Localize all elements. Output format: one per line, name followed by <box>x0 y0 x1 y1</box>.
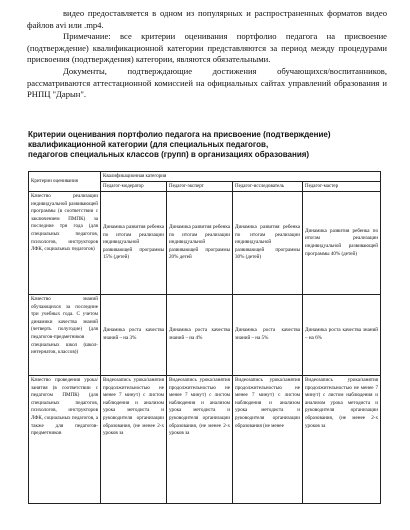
table-cell: Динамика развития ребенка по итогам реализации индивидуальной развивающей программы 30% (детей) <box>233 192 303 295</box>
column-header-researcher: Педагог-исследователь <box>233 182 303 192</box>
column-header-master: Педагог-мастер <box>303 182 381 192</box>
table-cell: Видеозапись урока/занятия продолжительностью не менее 7 минут) с листом наблюдения и анализом урока методиста и руководителя организации образования, (не менее 2-х уроков за <box>303 376 381 504</box>
intro-text <box>27 8 387 101</box>
table-cell: Видеозапись урока/занятия продолжительностью не менее 7 минут) с листом наблюдения и анализом урока методиста и руководителя организации образования, (не менее 2-х уроков за <box>101 376 167 504</box>
criteria-column-header: Критерии оценивания <box>29 172 101 192</box>
table-row <box>29 192 381 295</box>
table-cell: Динамика роста качества знаний – на 3% <box>101 295 167 376</box>
criterion-cell: Качество знаний обучающихся за последние три учебных года. С учетом динамики качества знаний (четверть полугодие) (для педагогов-предметников специальных школ (школ-интернатов, классов)) <box>29 295 101 376</box>
table-row <box>29 376 381 504</box>
heading-line-3: педагогов специальных классов (групп) в организациях образования) <box>28 150 310 159</box>
intro-paragraph-video: видео предоставляется в одном из популярных и распространенных форматов видео файлов avi или .mp4. <box>27 8 387 30</box>
criterion-cell: Качество проведения урока/занятия (в соответствии с педагогом ПМПК) (для специальных педагогов, психологов, инструкторов ЛФК, социальных педагогов, а также для педагогов-предметников <box>29 376 101 504</box>
table-cell: Видеозапись урока/занятия продолжительностью не менее 7 минут) с листом наблюдения и анализом урока методиста и руководителя организации образования, (не менее 2-х уроков за <box>167 376 233 504</box>
heading-line-2: квалификационной категории (для специальных педагогов, <box>28 140 269 149</box>
heading-line-1: Критерии оценивания портфолио педагога на присвоение (подтверждение) <box>28 130 331 139</box>
section-heading <box>28 130 388 160</box>
column-header-moderator: Педагог-модератор <box>101 182 167 192</box>
category-column-header: Квалификационная категория <box>101 172 381 182</box>
column-header-expert: Педагог-эксперт <box>167 182 233 192</box>
table-cell: Динамика роста качества знаний – на 6% <box>303 295 381 376</box>
intro-paragraph-note: Примечание: все критерии оценивания портфолио педагога на присвоение (подтверждение) квалификационной категории представляются за период между процедурами присвоения (подтверждения) категории, являются обязательными. <box>27 31 387 65</box>
table-row <box>29 295 381 376</box>
criterion-cell: Качество реализации индивидуальной развивающей программы (в соответствии с заключением ПМПК) за последние три года (для специальных педагогов, психологов, инструкторов ЛФК, социальных педагогов) <box>29 192 101 295</box>
intro-paragraph-documents: Документы, подтверждающие достижения обучающихся/воспитанников, рассматриваются аттестационной комиссией на официальных сайтах управлений образования и РНПЦ "Дарын". <box>27 65 387 100</box>
table-cell: Динамика роста качества знаний – на 5% <box>233 295 303 376</box>
table-header-row <box>29 172 381 182</box>
table-cell: Динамика развития ребенка по итогам реализации индивидуальной развивающей программы 40% (детей) <box>303 192 381 295</box>
table-cell: Видеозапись урока/занятия продолжительностью не менее 7 минут) с листом наблюдения и анализом урока методиста и руководителя организации образования (не менее <box>233 376 303 504</box>
table-cell: Динамика роста качества знаний – на 4% <box>167 295 233 376</box>
criteria-table <box>28 171 381 504</box>
table-cell: Динамика развития ребенка по итогам реализации индивидуальной развивающей программы 15% (детей) <box>101 192 167 295</box>
table-cell: Динамика развития ребенка по итогам реализации индивидуальной развивающей программы 20% детей <box>167 192 233 295</box>
